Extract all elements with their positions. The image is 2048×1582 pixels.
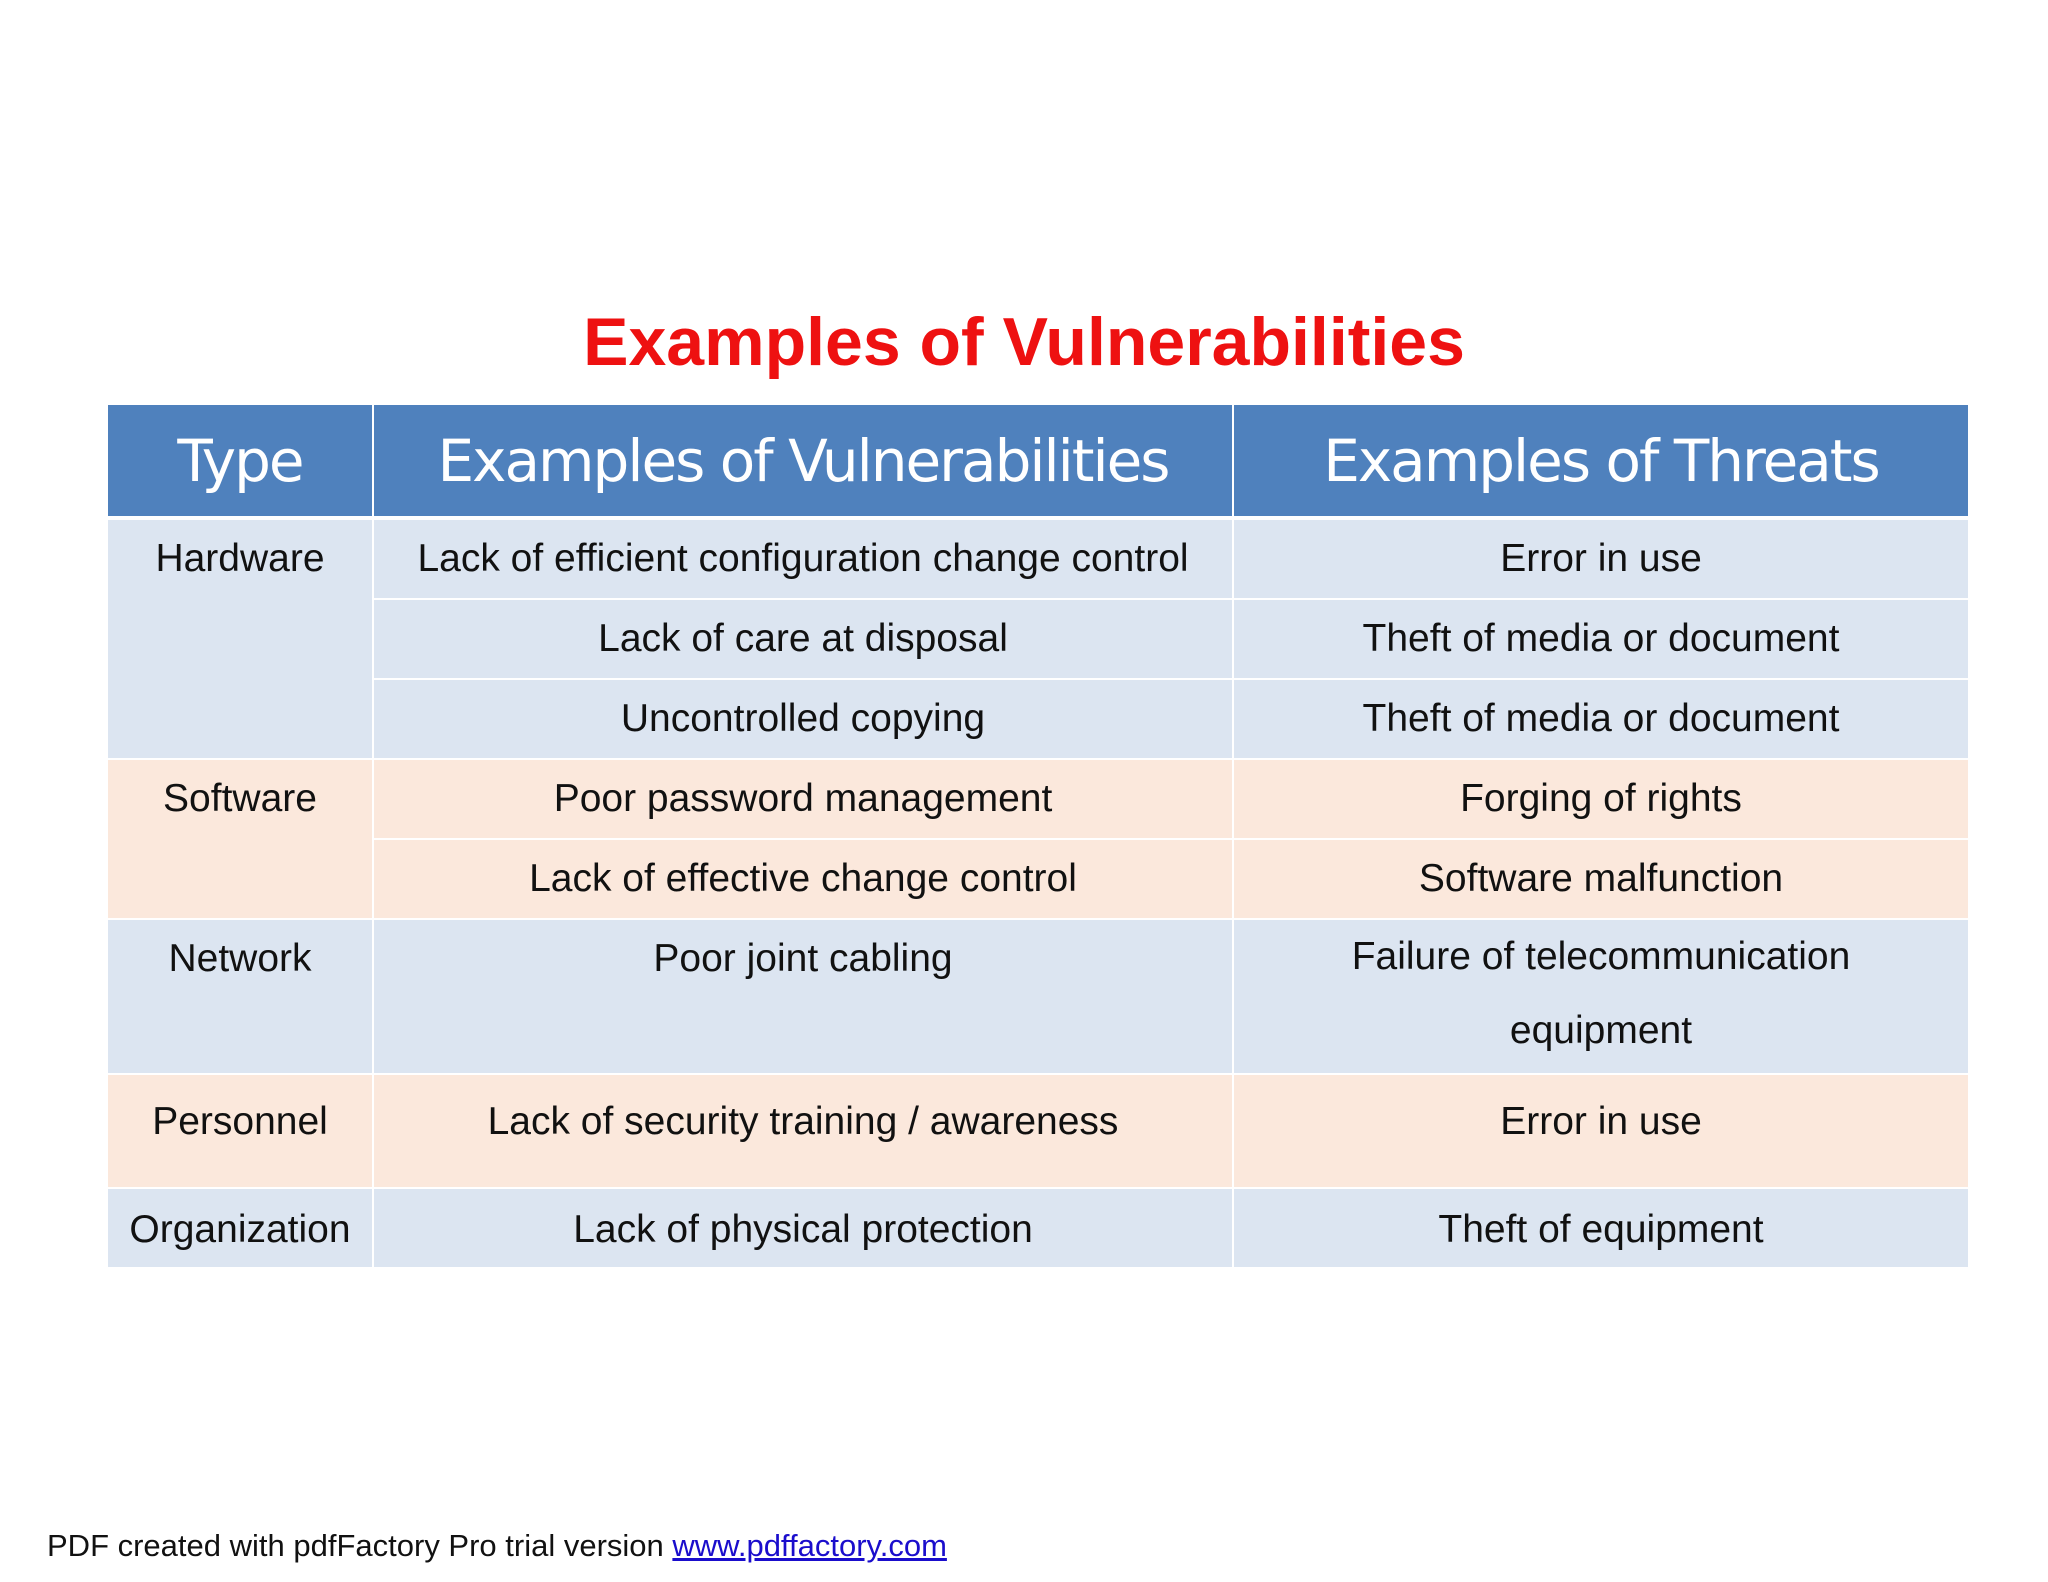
- vulnerability-cell: Poor password management: [373, 759, 1233, 839]
- type-cell-network: Network: [108, 919, 373, 1074]
- footer-note: [47, 1528, 947, 1564]
- threat-cell: Error in use: [1233, 1074, 1968, 1188]
- table-row: [108, 919, 1968, 1074]
- vulnerability-cell: Lack of physical protection: [373, 1188, 1233, 1268]
- table-row: [108, 759, 1968, 839]
- type-cell-organization: Organization: [108, 1188, 373, 1268]
- header-type: Type: [108, 405, 373, 518]
- table-row: [108, 1188, 1968, 1268]
- vulnerability-cell: Lack of security training / awareness: [373, 1074, 1233, 1188]
- threat-cell: Theft of equipment: [1233, 1188, 1968, 1268]
- table-row: [108, 599, 1968, 679]
- vulnerability-cell: Lack of effective change control: [373, 839, 1233, 919]
- threat-cell: Software malfunction: [1233, 839, 1968, 919]
- vulnerability-cell: Lack of care at disposal: [373, 599, 1233, 679]
- type-cell-software: Software: [108, 759, 373, 919]
- page-title: Examples of Vulnerabilities: [583, 304, 1465, 380]
- header-vulnerabilities: Examples of Vulnerabilities: [373, 405, 1233, 518]
- threat-cell: Error in use: [1233, 518, 1968, 599]
- threat-cell: Forging of rights: [1233, 759, 1968, 839]
- vulnerability-cell: Lack of efficient configuration change control: [373, 518, 1233, 599]
- type-cell-personnel: Personnel: [108, 1074, 373, 1188]
- footer-text: PDF created with pdfFactory Pro trial version: [47, 1528, 673, 1563]
- vulnerability-cell: Uncontrolled copying: [373, 679, 1233, 759]
- vulnerability-cell: Poor joint cabling: [373, 919, 1233, 1074]
- threat-cell: Failure of telecommunication equipment: [1233, 919, 1968, 1074]
- table-row: [108, 518, 1968, 599]
- threat-cell: Theft of media or document: [1233, 679, 1968, 759]
- threat-cell: Theft of media or document: [1233, 599, 1968, 679]
- table-row: [108, 839, 1968, 919]
- footer-link[interactable]: www.pdffactory.com: [672, 1528, 947, 1563]
- table-header-row: [108, 405, 1968, 518]
- table-row: [108, 679, 1968, 759]
- vulnerabilities-table: [108, 405, 1968, 1269]
- type-cell-hardware: Hardware: [108, 518, 373, 759]
- header-threats: Examples of Threats: [1233, 405, 1968, 518]
- table-row: [108, 1074, 1968, 1188]
